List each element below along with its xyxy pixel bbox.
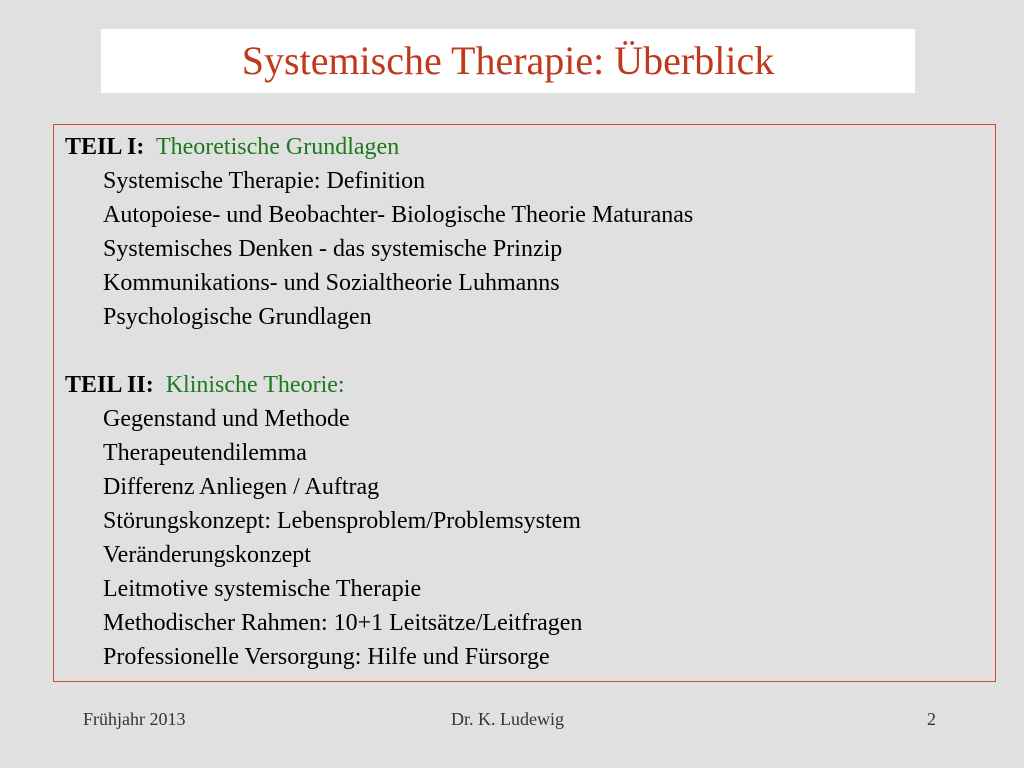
- part-1-heading: [65, 130, 693, 164]
- list-item: Differenz Anliegen / Auftrag: [103, 474, 380, 500]
- title-box: [101, 29, 915, 93]
- list-item: Systemisches Denken - das systemische Prinzip: [103, 236, 563, 262]
- footer-page-number: 2: [927, 709, 936, 729]
- list-item: Systemische Therapie: Definition: [103, 168, 426, 194]
- list-item: Veränderungskonzept: [103, 542, 311, 568]
- list-item: Störungskonzept: Lebensproblem/Problemsystem: [103, 508, 581, 534]
- section-part-2: [65, 368, 582, 674]
- list-item: Kommunikations- und Sozialtheorie Luhmanns: [103, 270, 560, 296]
- section-part-1: [65, 130, 693, 334]
- part-1-heading-text: Theoretische Grundlagen: [155, 134, 400, 160]
- slide-title: Systemische Therapie: Überblick: [241, 38, 775, 83]
- footer-author: Dr. K. Ludewig: [451, 709, 564, 729]
- part-2-label: TEIL II:: [65, 372, 154, 398]
- part-2-heading: [65, 368, 582, 402]
- list-item: Therapeutendilemma: [103, 440, 307, 466]
- part-2-heading-text: Klinische Theorie:: [165, 372, 345, 398]
- footer-date: Frühjahr 2013: [83, 709, 186, 729]
- list-item: Gegenstand und Methode: [103, 406, 350, 432]
- list-item: Methodischer Rahmen: 10+1 Leitsätze/Leitfragen: [103, 610, 583, 636]
- list-item: Leitmotive systemische Therapie: [103, 576, 422, 602]
- content-box: [53, 124, 996, 682]
- list-item: Psychologische Grundlagen: [103, 304, 372, 330]
- part-1-label: TEIL I:: [65, 134, 145, 160]
- list-item: Professionelle Versorgung: Hilfe und Fürsorge: [103, 644, 550, 670]
- list-item: Autopoiese- und Beobachter- Biologische Theorie Maturanas: [103, 202, 694, 228]
